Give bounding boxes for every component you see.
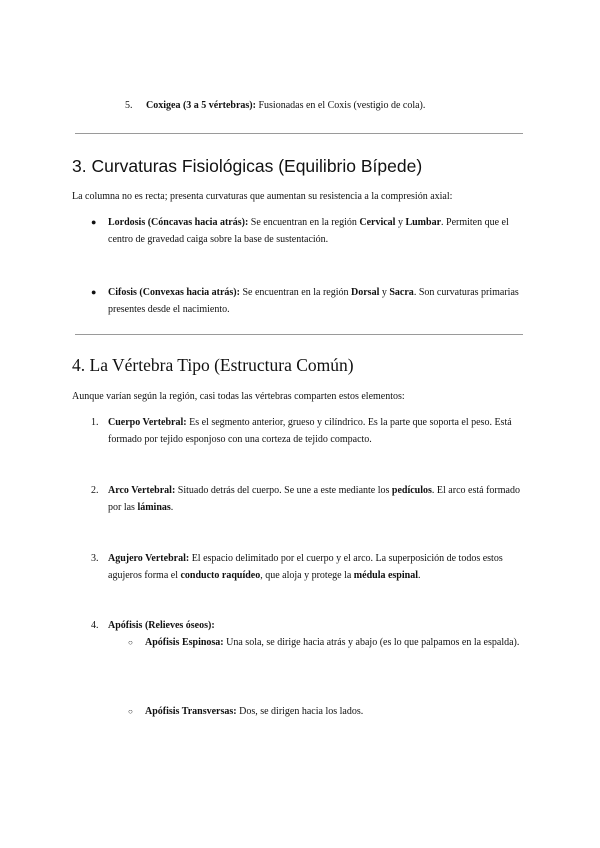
item-text: y [379, 287, 390, 298]
item-text: , que aloja y protege la [260, 570, 354, 581]
term-bold: Lordosis (Cóncavas hacia atrás): [108, 217, 249, 228]
section-divider [75, 133, 523, 134]
term-bold: Sacra [389, 287, 414, 298]
bullet-icon: ● [91, 217, 97, 227]
term-bold: Dorsal [351, 287, 380, 298]
list-item-cifosis [108, 284, 524, 318]
section-4-heading: 4. La Vértebra Tipo (Estructura Común) [72, 355, 354, 375]
item-text: Se encuentran en la región [248, 217, 360, 228]
item-text: Se encuentran en la región [239, 287, 352, 298]
item-text: Dos, se dirigen hacia los lados. [236, 706, 364, 717]
section-3-heading: 3. Curvaturas Fisiológicas (Equilibrio Bípede) [72, 156, 423, 176]
item-text: . Permiten que el centro de gravedad caiga sobre la base de sustentación. [108, 217, 509, 245]
term-bold: Apófisis (Relieves óseos): [108, 620, 215, 631]
item-text: . [170, 502, 174, 513]
term-bold: pedículos [391, 485, 432, 496]
term-bold: Cuerpo Vertebral: [108, 417, 187, 428]
bullet-icon: ● [91, 287, 97, 297]
item-text: y [395, 217, 406, 228]
item-text: . El arco está formado por las [108, 485, 520, 513]
item-text: Situado detrás del cuerpo. Se une a este mediante los [175, 485, 392, 496]
item-text: Fusionadas en el Coxis (vestigio de cola). [255, 100, 426, 111]
section-divider [75, 334, 523, 335]
term-bold: médula espinal [353, 570, 418, 581]
item-text: Es el segmento anterior, grueso y cilíndrico. Es la parte que soporta el peso. Está formado por tejido esponjoso con una corteza de tejido compacto. [108, 417, 512, 445]
term-bold: Cifosis (Convexas hacia atrás): [108, 287, 240, 298]
item-text: . [417, 570, 421, 581]
term-bold: Apófisis Transversas: [145, 706, 237, 717]
list-number: 4. [91, 620, 99, 631]
list-number: 3. [91, 553, 99, 564]
list-item-cuerpo-vertebral [108, 414, 524, 448]
list-item-arco-vertebral [108, 482, 528, 516]
list-item-agujero-vertebral [108, 550, 528, 584]
list-number: 1. [91, 417, 99, 428]
term-bold: Coxigea (3 a 5 vértebras): [146, 100, 256, 111]
list-item-coxigea [146, 97, 425, 114]
circle-bullet-icon: ○ [128, 638, 133, 647]
section-4-intro: Aunque varían según la región, casi todas las vértebras comparten estos elementos: [72, 391, 405, 402]
item-text: Una sola, se dirige hacia atrás y abajo (es lo que palpamos en la espalda). [223, 637, 520, 648]
list-item-lordosis [108, 214, 524, 248]
sublist-item-apofisis-espinosa [145, 634, 525, 651]
item-text: . Son curvaturas primarias presentes desde el nacimiento. [108, 287, 519, 315]
term-bold: Lumbar [405, 217, 442, 228]
sublist-item-apofisis-transversas [145, 703, 363, 720]
list-item-apofisis [108, 617, 215, 634]
term-bold: Agujero Vertebral: [108, 553, 190, 564]
item-text: El espacio delimitado por el cuerpo y el arco. La superposición de todos estos agujeros forma el [108, 553, 503, 581]
section-3-intro: La columna no es recta; presenta curvaturas que aumentan su resistencia a la compresión axial: [72, 191, 453, 202]
term-bold: Arco Vertebral: [108, 485, 176, 496]
list-number: 5. [125, 100, 133, 111]
list-number: 2. [91, 485, 99, 496]
circle-bullet-icon: ○ [128, 707, 133, 716]
term-bold: conducto raquídeo [180, 570, 261, 581]
term-bold: láminas [137, 502, 171, 513]
term-bold: Cervical [359, 217, 396, 228]
term-bold: Apófisis Espinosa: [145, 637, 224, 648]
